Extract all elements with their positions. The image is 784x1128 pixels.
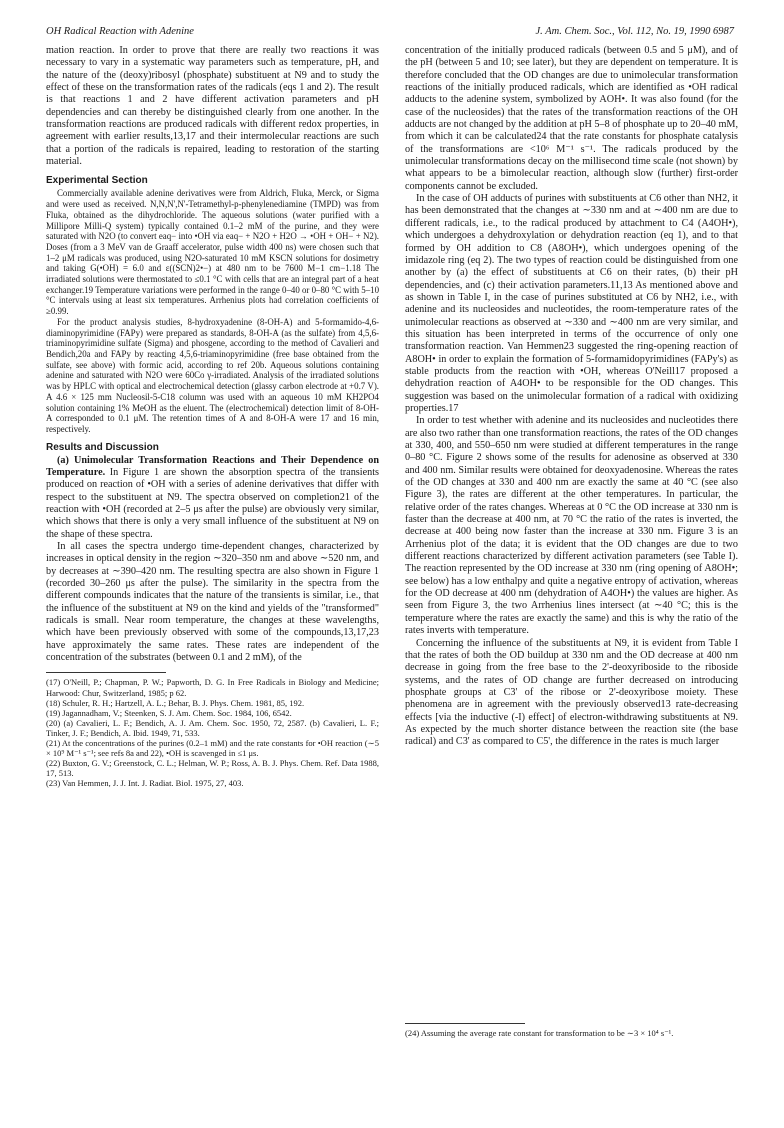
results-subheading: (a) Unimolecular Transformation Reactions and Their Dependence on Temperature. <box>46 454 379 478</box>
reference-item: (20) (a) Cavalieri, L. F.; Bendich, A. J. Am. Chem. Soc. 1950, 72, 2587. (b) Cavalieri, L. F.; Tinker, J. F.; Bendich, A. Ibid. 1949, 71, 533. <box>46 717 379 738</box>
right-column <box>405 45 738 749</box>
left-column <box>46 45 379 788</box>
intro-paragraph: mation reaction. In order to prove that there are really two reactions it was necessary to vary in a systematic way parameters such as temperature, pH, and the nature of the (deoxy)ribosyl (phosphate) substituent at N9 and to study the effect of these on the transformation rates of the radicals (eqs 1 and 2). The result is that reactions 1 and 2 have different activation parameters and pH dependencies and can thereby be distinguished clearly from one another. In the transformation reactions are produced radicals with different redox properties, in agreement with earlier results,13,17 and their intermolecular reactions are such that a portion of the radicals is repaired, leading to restoration of the starting material. <box>46 45 379 168</box>
footnote-rule <box>405 1023 525 1024</box>
reference-item: (23) Van Hemmen, J. J. Int. J. Radiat. Biol. 1975, 27, 403. <box>46 778 244 789</box>
reference-item: (19) Jagannadham, V.; Steenken, S. J. Am. Chem. Soc. 1984, 106, 6542. <box>46 707 292 718</box>
experimental-paragraph-2: For the product analysis studies, 8-hydroxyadenine (8-OH-A) and 5-formamido-4,6-diaminopyrimidine (FAPy) were prepared as standards, 8-OH-A (as the sulfate) from 4,5,6-triaminopyrimidine sulfate (Sigma) and phosgene, according to the method of Cavalieri and Bendich,20a and FAPy by reacting 4,5,6-triaminopyrimidine (free base obtained from the sulfate, see above) with formic acid, according to ref 20b. Aqueous solutions containing adenine and saturated with N2O were 60Co γ-irradiated. Analysis of the irradiated solutions was by HPLC with optical and electrochemical detection (glassy carbon electrode at +0.7 V). A 4.6 × 125 mm Nucleosil-5-C18 column was used with an aqueous 10 mM KH2PO4 solution containing 1% MeOH as the eluent. The (electrochemical) detection limit of 8-OH-A corresponded to 0.1 μM. The retention times of A and 8-OH-A were 17 and 16 min, respectively. <box>46 316 379 434</box>
reference-item: (17) O'Neill, P.; Chapman, P. W.; Papworth, D. G. In Free Radicals in Biology and Medicine; Harwood: Chur, Switzerland, 1985; p 62. <box>46 677 379 698</box>
reference-list <box>46 677 379 788</box>
right-paragraph-1: concentration of the initially produced radicals (between 0.5 and 5 μM), and of the pH (between 5 and 10; see later), but they are dependent on temperature. It is therefore concluded that the OD changes are due to unimolecular transformation reactions of the initially produced radicals, which are identified as •OH radical adducts to the adenine system, symbolized by AOH•. It was also found (for the case of the nucleosides) that the rates of the transformation reactions of the OH adducts are not changed by the addition at pH 5–8 of phosphate up to 20–40 mM, from which it can be calculated24 that the rate constants for phosphate catalysis of the transformations are <10⁶ M⁻¹ s⁻¹. The radicals produced by the unimolecular transformations decay on the millisecond time scale (not shown) by what appears to be a bimolecular reaction, although slow (further) first-order components cannot be excluded. <box>405 45 738 192</box>
results-paragraph-1 <box>46 455 379 541</box>
right-paragraph-2: In the case of OH adducts of purines with substituents at C6 other than NH2, it has been demonstrated that the changes at ∼330 nm and at ∼400 nm are due to different radicals, i.e., to the radical produced by attachment to C4 (A4OH•), which undergoes a dehydroxylation or dehydration reaction (eq 1), and to that formed by OH addition to C8 (A8OH•), which undergoes opening of the imidazole ring (eq 2). The two types of reaction could be distinguished from one another by (a) the effect of substituents at C6 on their rates, (b) their pH dependencies, and (c) their activation parameters.11,13 As mentioned above and as shown in Table I, in the case of purines substituted at C6 by NH2, i.e., with adenine and its nucleosides and nucleotides, the room-temperature rates of the unimolecular reactions as observed at ∼330 and ∼400 nm are very similar, and this situation has been interpreted in terms of the occurrence of only one transformation reaction. Van Hemmen23 suggested the ring-opening reaction of A8OH• in order to explain the formation of 5-formamidopyrimidines (FAPy's) as stable products from the reaction with •OH, whereas O'Neill17 proposed a dehydration reaction of A4OH• to be responsible for the OD changes. This suggestion was based on the unimolecular formation of a radical with oxidizing properties.17 <box>405 193 738 414</box>
results-heading: Results and Discussion <box>46 441 159 453</box>
right-footnote-block <box>405 1023 738 1038</box>
right-paragraph-3: In order to test whether with adenine and its nucleosides and nucleotides there are also two rather than one transformation reactions, the rates of the OD changes at 330, 400, and 550–650 nm were studied at different temperatures in the range 0–80 °C. Figure 2 shows some of the results for adenosine as observed at 330 and 400 nm. Similar results were obtained for deoxyadenosine. Whereas the rates of the OD changes at 330 and 400 nm are exactly the same at 40 °C (see also Figure 3), the rates are different at the other temperatures. In particular, the relative order of the rates changes. Whereas at 0 °C the OD increase at 330 nm is faster than the decrease at 400 nm, at 70 °C the ratio of the rates is inverted, the decrease at 400 being now faster than the increase at 330 nm. Figure 3 is an Arrhenius plot of the data; it is evident that the OD changes are due to two different reactions characterized by different activation parameters (see Table I). The reaction represented by the OD increase at 330 nm (ring opening of A8OH•; see below) has a low enthalpy and quite a negative entropy of activation, whereas for the OD decrease at 400 nm (dehydration of A4OH•) the values are higher. As seen from Figure 3, the two Arrhenius lines intersect (at ∼40 °C; this is the temperature where the rates are exactly the same) and this is why the ratio of the rates inverts with temperature. <box>405 415 738 637</box>
footnote-24: (24) Assuming the average rate constant for transformation to be ∼3 × 10⁴ s⁻¹. <box>405 1028 674 1038</box>
experimental-paragraph-1: Commercially available adenine derivatives were from Aldrich, Fluka, Merck, or Sigma and were used as received. N,N,N',N'-Tetramethyl-p-phenylenediamine (TMPD) was from Fluka, obtained as the dihydrochloride. The aqueous solutions (water purified with a Millipore Milli-Q system) typically contained 0.1–2 mM of the purine, and they were saturated with N2O (to convert eaq− into •OH via eaq− + N2O + H2O → •OH + OH− + N2). Doses (from a 3 MeV van de Graaff accelerator, pulse width 400 ns) were chosen such that 1–2 μM radicals was produced, using N2O-saturated 10 mM KSCN solutions for dosimetry and taking G(•OH) = 6.0 and ε((SCN)2•−) at 480 nm to be 7600 M−1 cm−1.18 The irradiated solutions were thermostated to ≤0.1 °C with cells that are an integral part of a heat exchanger.19 Temperature variations were performed in the range 0–40 or 0–80 °C with 5–10 °C intervals using at least six temperatures. Arrhenius plots had correlation coefficients of ≥0.99. <box>46 188 380 317</box>
results-paragraph-2: In all cases the spectra undergo time-dependent changes, characterized by increases in optical density in the region ∼320–350 nm and above ∼520 nm, and by decreases at ∼390–420 nm. The resulting spectra are also shown in Figure 1 (recorded 30–260 μs after the pulse). The similarity in the spectra from the different compounds indicates that the nature of the transients is similar, i.e., that the influence of the substituent at N9 on the kind and yields of the "transformed" radicals is small. Near room temperature, the changes at these wavelengths, which have been previously observed with some of the compounds,13,17,23 have approximately the same rates. These rates are independent of the concentration of the substrates (between 0.1 and 2 mM), of the <box>46 541 379 664</box>
footnote-rule <box>46 672 166 673</box>
experimental-heading: Experimental Section <box>46 175 148 187</box>
reference-item: (21) At the concentrations of the purines (0.2–1 mM) and the rate constants for •OH reaction (∼5 × 10⁹ M⁻¹ s⁻¹; see refs 8a and 22), •OH is scavenged in ≤1 μs. <box>46 738 379 759</box>
reference-item: (22) Buxton, G. V.; Greenstock, C. L.; Helman, W. P.; Ross, A. B. J. Phys. Chem. Ref. Data 1988, 17, 513. <box>46 758 379 779</box>
reference-item: (18) Schuler, R. H.; Hartzell, A. L.; Behar, B. J. Phys. Chem. 1981, 85, 192. <box>46 697 305 708</box>
running-title: OH Radical Reaction with Adenine <box>46 26 194 37</box>
right-paragraph-4: Concerning the influence of the substituents at N9, it is evident from Table I that the rates of both the OD buildup at 330 nm and the OD decrease at 400 nm decrease in going from the free base to the 2'-deoxyriboside to the riboside systems, and the rates of OD change are further decreased on introducing phosphate groups at C3' of the ribose or 2'-deoxyribose moiety. These phenomena are in agreement with the previously observed13 rate-decreasing effects [via the inductive (-I) effect] of electron-withdrawing substituents at N9. As expected by the much shorter distance between the reaction site (the base radical) and C3' as compared to C5', the difference in the rates is much larger <box>405 637 738 748</box>
results-paragraph-1-text: In Figure 1 are shown the absorption spectra of the transients produced on reaction of •OH with a series of adenine derivatives that differ with respect to the substituent at N9. The spectra observed on completion21 of the reaction with •OH (recorded at 2–5 μs after the pulse) are obviously very similar, which shows that there is only a very small influence of the substituent at N9 on the shape of these spectra. <box>46 466 379 540</box>
journal-citation: J. Am. Chem. Soc., Vol. 112, No. 19, 1990 6987 <box>535 26 734 37</box>
